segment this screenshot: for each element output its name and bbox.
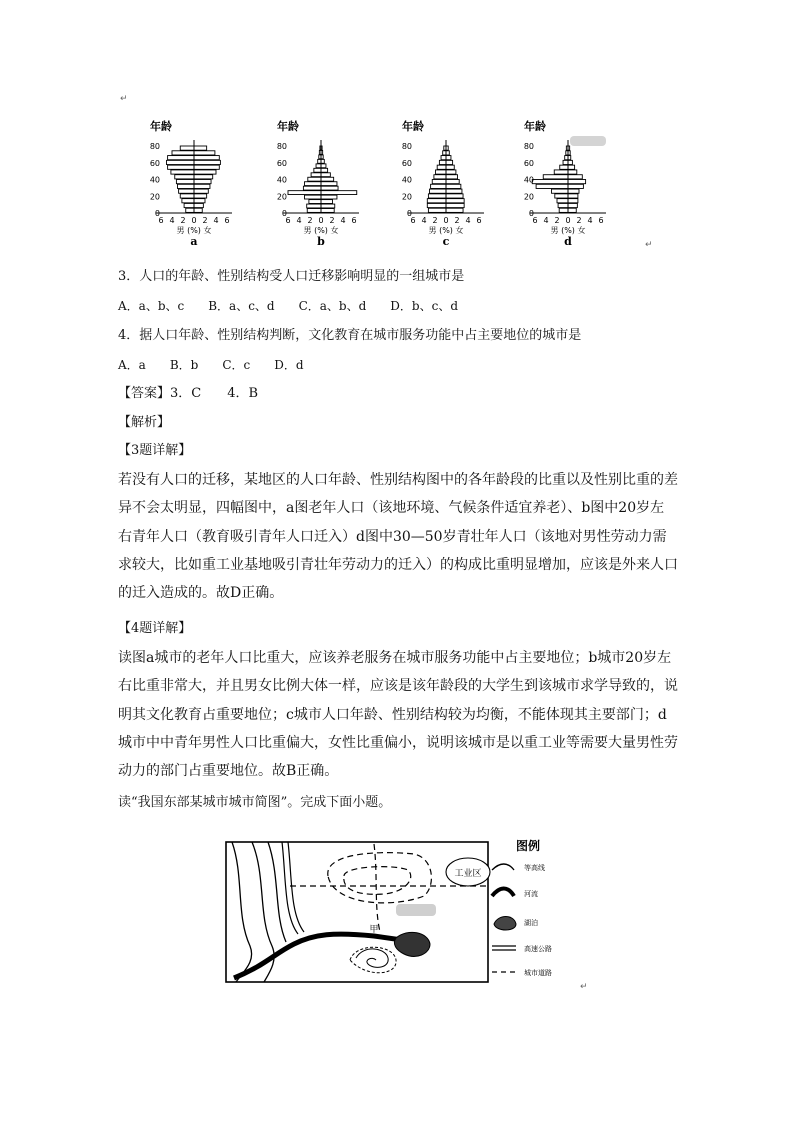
x-tick-label: 0 <box>191 216 197 225</box>
female-bar <box>321 204 335 208</box>
male-bar <box>555 194 568 198</box>
y-tick-label: 60 <box>401 158 412 168</box>
y-tick-label: 20 <box>149 192 160 202</box>
female-bar <box>568 160 572 164</box>
male-bar <box>532 180 568 184</box>
female-bar <box>194 146 207 150</box>
female-bar <box>568 184 583 188</box>
y-tick-label: 0 <box>528 209 534 218</box>
y-tick-label: 60 <box>523 158 534 168</box>
paragraph-mark: ↵ <box>580 982 588 992</box>
y-tick-label: 0 <box>406 209 412 218</box>
male-bar <box>184 203 194 207</box>
x-tick-label: 6 <box>598 216 604 225</box>
x-tick-label: 6 <box>410 216 416 225</box>
x-tick-label: 6 <box>532 216 538 225</box>
y-tick-label: 20 <box>401 192 412 202</box>
detail-3-body: 若没有人口的迁移，某地区的人口年龄、性别结构图中的各年龄段的比重以及性别比重的差异不会太明显，四幅图中，a图老年人口（该地环境、气候条件适宜养老）、b图中20岁左右青年人口（教育吸引青年人口迁入）d图中30—50岁青壮年人口（该地对男性劳动力需求较大，比如重工业基地吸引青壮年劳动力的迁入）的构成比重明显增加，应该是外来人口的迁入造成的。故D正确。 <box>118 472 678 602</box>
question-3-options: A．a、b、c B．a、c、d C．a、b、d D．b、c、d <box>118 299 459 313</box>
male-bar <box>428 208 446 212</box>
female-bar <box>568 203 577 207</box>
legend-title: 图例 <box>516 839 541 853</box>
male-bar <box>303 186 321 190</box>
city-map-figure <box>224 836 596 986</box>
female-bar <box>194 184 210 188</box>
male-bar <box>427 203 446 207</box>
x-tick-label: 4 <box>543 216 549 225</box>
male-bar <box>180 194 194 198</box>
male-bar <box>307 204 321 208</box>
male-bar <box>308 177 321 181</box>
legend-river-icon <box>492 889 514 897</box>
male-bar <box>439 160 446 164</box>
x-tick-label: 4 <box>465 216 471 225</box>
male-bar <box>311 173 321 177</box>
age-axis-title: 年龄 <box>277 120 299 133</box>
female-bar <box>568 199 578 203</box>
male-bar <box>309 200 321 204</box>
female-bar <box>446 180 459 184</box>
male-bar <box>436 170 446 174</box>
female-bar <box>446 156 451 160</box>
male-bar <box>316 164 321 168</box>
female-bar <box>446 194 463 198</box>
male-bar <box>186 208 194 212</box>
x-tick-label: 2 <box>307 216 313 225</box>
female-bar <box>446 203 464 207</box>
detail-4-heading: 【4题详解】 <box>118 621 192 636</box>
male-bar <box>180 146 194 150</box>
female-bar <box>321 168 328 172</box>
male-bar <box>175 175 194 179</box>
y-tick-label: 20 <box>523 192 534 202</box>
legend-highway: 高速公路 <box>524 945 552 953</box>
male-bar <box>305 182 322 186</box>
legend-contour: 等高线 <box>524 864 545 872</box>
legend-river: 河流 <box>524 890 538 898</box>
female-bar <box>321 195 337 199</box>
detail-4-text <box>118 644 678 785</box>
pyramid-chart-c <box>400 118 525 250</box>
male-bar <box>427 199 446 203</box>
female-bar <box>194 170 216 174</box>
map-intro: 读“我国东部某城市城市简图”。完成下面小题。 <box>118 795 392 810</box>
female-bar <box>321 177 334 181</box>
female-bar <box>194 180 211 184</box>
female-bar <box>446 175 458 179</box>
female-bar <box>321 182 337 186</box>
y-tick-label: 20 <box>276 192 287 202</box>
pyramid-chart-d <box>522 118 647 250</box>
male-bar <box>172 151 194 155</box>
question-4-options: A．a B．b C．c D．d <box>118 358 304 372</box>
pyramid-d <box>522 118 647 250</box>
male-bar <box>179 189 194 193</box>
y-tick-label: 80 <box>276 142 287 151</box>
female-bar <box>194 151 215 155</box>
y-tick-label: 40 <box>401 175 412 185</box>
female-bar <box>321 191 357 195</box>
x-tick-label: 0 <box>443 216 449 225</box>
blurred-patch <box>396 904 436 916</box>
y-tick-label: 60 <box>149 158 160 168</box>
answer-line: 【答案】3．C 4．B <box>118 386 259 401</box>
detail-4-body: 读图a城市的老年人口比重大，应该养老服务在城市服务功能中占主要地位；b城市20岁左右比重非常大，并且男女比例大体一样，应该是该年龄段的大学生到该城市求学导致的，说明其文化教育占重要地位；c城市人口年龄、性别结构较为均衡，不能体现其主要部门；d城市中中青年男性人口比重偏大，女性比重偏小，说明该城市是以重工业等需要大量男性劳动力的部门占重要地位。故B正确。 <box>118 650 678 780</box>
x-tick-label: 6 <box>224 216 230 225</box>
male-bar <box>536 184 568 188</box>
legend-lake: 湖泊 <box>524 919 538 927</box>
female-bar <box>321 209 334 213</box>
gender-axis-label: 男 (%) 女 <box>428 226 464 235</box>
age-axis-title: 年龄 <box>402 120 424 133</box>
male-bar <box>543 175 568 179</box>
male-bar <box>552 189 569 193</box>
x-tick-label: 2 <box>202 216 208 225</box>
panel-label: c <box>442 235 450 248</box>
female-bar <box>446 184 461 188</box>
female-bar <box>568 194 578 198</box>
y-tick-label: 80 <box>149 142 160 151</box>
gender-axis-label: 男 (%) 女 <box>176 226 212 235</box>
detail-3-heading: 【3题详解】 <box>118 443 192 458</box>
paragraph-mark: ↵ <box>645 240 653 250</box>
age-axis-title: 年龄 <box>524 120 546 133</box>
label-jia: 甲 <box>369 925 379 935</box>
analysis-heading: 【解析】 <box>118 415 171 430</box>
legend-road: 城市道路 <box>524 969 552 977</box>
female-bar <box>568 170 577 174</box>
female-bar <box>194 175 213 179</box>
question-4: 4．据人口年龄、性别结构判断，文化教育在城市服务功能中占主要地位的城市是 <box>118 328 582 343</box>
panel-label: a <box>190 235 198 248</box>
y-tick-label: 80 <box>523 142 534 151</box>
x-tick-label: 2 <box>576 216 582 225</box>
x-tick-label: 6 <box>351 216 357 225</box>
gender-axis-label: 男 (%) 女 <box>550 226 586 235</box>
female-bar <box>568 175 582 179</box>
male-bar <box>314 168 321 172</box>
blurred-patch <box>570 136 606 146</box>
panel-label: b <box>317 235 325 248</box>
male-bar <box>434 175 446 179</box>
male-bar <box>178 184 195 188</box>
female-bar <box>194 203 203 207</box>
female-bar <box>446 189 462 193</box>
male-bar <box>432 180 446 184</box>
male-bar <box>288 191 321 195</box>
y-tick-label: 60 <box>276 158 287 168</box>
pyramid-c <box>400 118 525 250</box>
pyramid-chart-a <box>148 118 273 250</box>
female-bar <box>194 165 219 169</box>
x-tick-label: 4 <box>169 216 175 225</box>
male-bar <box>441 156 446 160</box>
x-tick-label: 4 <box>587 216 593 225</box>
x-tick-label: 0 <box>318 216 324 225</box>
female-bar <box>446 208 463 212</box>
female-bar <box>568 180 586 184</box>
x-tick-label: 6 <box>158 216 164 225</box>
industrial-zone-label: 工业区 <box>454 869 482 879</box>
city-map <box>224 836 596 986</box>
female-bar <box>446 160 453 164</box>
male-bar <box>430 189 447 193</box>
legend-lake-icon <box>494 917 516 931</box>
pyramid-a <box>148 118 273 250</box>
x-tick-label: 2 <box>554 216 560 225</box>
y-tick-label: 40 <box>276 175 287 185</box>
male-bar <box>307 209 321 213</box>
male-bar <box>428 194 446 198</box>
legend-contour-icon <box>492 864 514 870</box>
x-tick-label: 2 <box>432 216 438 225</box>
female-bar <box>194 199 205 203</box>
male-bar <box>431 184 446 188</box>
male-bar <box>560 165 568 169</box>
y-tick-label: 40 <box>523 175 534 185</box>
x-tick-label: 4 <box>296 216 302 225</box>
female-bar <box>321 200 333 204</box>
male-bar <box>168 156 194 160</box>
female-bar <box>194 208 202 212</box>
male-bar <box>305 195 322 199</box>
gender-axis-label: 男 (%) 女 <box>303 226 339 235</box>
female-bar <box>194 194 207 198</box>
female-bar <box>568 208 576 212</box>
x-tick-label: 4 <box>213 216 219 225</box>
female-bar <box>446 170 456 174</box>
x-tick-label: 2 <box>329 216 335 225</box>
female-bar <box>194 189 208 193</box>
male-bar <box>563 160 568 164</box>
pyramid-chart-b <box>275 118 400 250</box>
y-tick-label: 80 <box>401 142 412 151</box>
y-tick-label: 0 <box>281 209 287 218</box>
question-3: 3．人口的年龄、性别结构受人口迁移影响明显的一组城市是 <box>118 269 465 284</box>
female-bar <box>321 173 330 177</box>
detail-3-text <box>118 466 678 607</box>
female-bar <box>446 165 454 169</box>
female-bar <box>568 165 575 169</box>
male-bar <box>437 165 446 169</box>
male-bar <box>554 170 568 174</box>
male-bar <box>171 170 194 174</box>
paragraph-mark: ↵ <box>120 94 128 104</box>
y-tick-label: 0 <box>154 209 160 218</box>
female-bar <box>194 156 219 160</box>
pyramid-b <box>275 118 400 250</box>
female-bar <box>446 199 464 203</box>
female-bar <box>194 160 220 164</box>
female-bar <box>321 164 326 168</box>
male-bar <box>557 199 568 203</box>
male-bar <box>167 160 195 164</box>
x-tick-label: 6 <box>476 216 482 225</box>
x-tick-label: 4 <box>421 216 427 225</box>
x-tick-label: 2 <box>454 216 460 225</box>
y-tick-label: 40 <box>149 175 160 185</box>
female-bar <box>321 186 338 190</box>
panel-label: d <box>564 235 572 248</box>
male-bar <box>182 199 194 203</box>
x-tick-label: 0 <box>565 216 571 225</box>
x-tick-label: 2 <box>180 216 186 225</box>
male-bar <box>559 208 568 212</box>
age-axis-title: 年龄 <box>150 120 172 133</box>
female-bar <box>568 189 579 193</box>
x-tick-label: 4 <box>340 216 346 225</box>
male-bar <box>176 180 194 184</box>
x-tick-label: 6 <box>285 216 291 225</box>
male-bar <box>558 203 568 207</box>
male-bar <box>168 165 194 169</box>
